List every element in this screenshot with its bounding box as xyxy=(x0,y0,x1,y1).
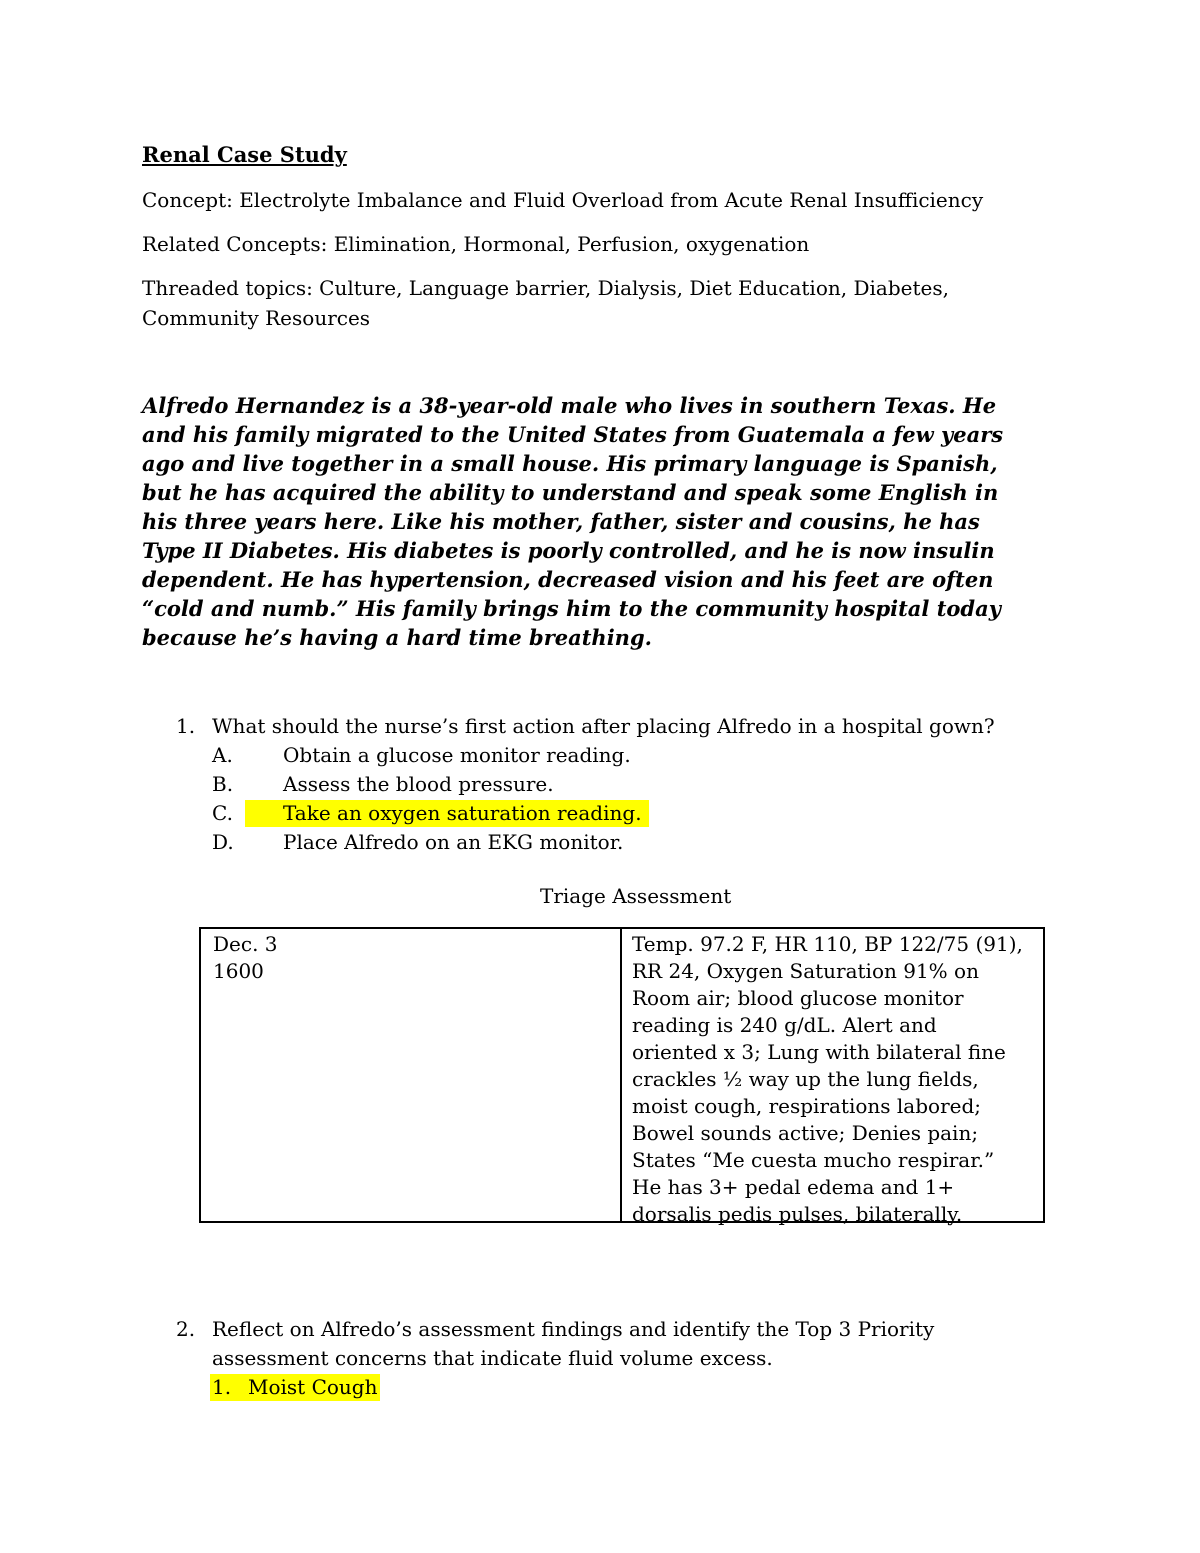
finding-line: States “Me cuesta mucho respirar.” xyxy=(632,1148,995,1172)
q2-answer-1-text: Moist Cough xyxy=(248,1375,378,1399)
narrative-line: Alfredo Hernandez is a 38-year-old male who lives in southern Texas. He xyxy=(142,393,997,418)
triage-assessment-title: Triage Assessment xyxy=(540,884,732,908)
triage-datetime-cell xyxy=(213,931,278,985)
question-2-text-line-2: assessment concerns that indicate fluid volume excess. xyxy=(212,1346,773,1370)
related-concepts-line: Related Concepts: Elimination, Hormonal, Perfusion, oxygenation xyxy=(142,232,810,256)
narrative-line: his three years here. Like his mother, father, sister and cousins, he has xyxy=(142,509,980,534)
q1-option-a-letter: A. xyxy=(212,743,233,767)
finding-line: reading is 240 g/dL. Alert and xyxy=(632,1013,937,1037)
finding-line: Room air; blood glucose monitor xyxy=(632,986,964,1010)
q1-option-c-letter: C. xyxy=(212,801,233,825)
narrative-line: Type II Diabetes. His diabetes is poorly controlled, and he is now insulin xyxy=(142,538,995,563)
finding-line: moist cough, respirations labored; xyxy=(632,1094,982,1118)
question-1-text: What should the nurse’s first action after placing Alfredo in a hospital gown? xyxy=(212,714,995,738)
finding-line: Bowel sounds active; Denies pain; xyxy=(632,1121,979,1145)
triage-findings-cell xyxy=(632,931,1023,1228)
finding-line: oriented x 3; Lung with bilateral fine xyxy=(632,1040,1006,1064)
narrative-line: dependent. He has hypertension, decreased vision and his feet are often xyxy=(142,567,994,592)
finding-line: crackles ½ way up the lung fields, xyxy=(632,1067,979,1091)
narrative-line: “cold and numb.” His family brings him to the community hospital today xyxy=(142,596,1001,621)
q1-option-d-text: Place Alfredo on an EKG monitor. xyxy=(283,830,624,854)
concept-line: Concept: Electrolyte Imbalance and Fluid Overload from Acute Renal Insufficiency xyxy=(142,188,984,212)
threaded-topics-line-1: Threaded topics: Culture, Language barrier, Dialysis, Diet Education, Diabetes, xyxy=(142,276,949,300)
narrative-line: and his family migrated to the United States from Guatemala a few years xyxy=(142,422,1004,447)
q1-option-c-text: Take an oxygen saturation reading. xyxy=(283,801,642,825)
q1-option-a-text: Obtain a glucose monitor reading. xyxy=(283,743,631,767)
narrative-line: ago and live together in a small house. His primary language is Spanish, xyxy=(142,451,998,476)
narrative-line: because he’s having a hard time breathing. xyxy=(142,625,652,650)
finding-line: RR 24, Oxygen Saturation 91% on xyxy=(632,959,979,983)
threaded-topics-line-2: Community Resources xyxy=(142,306,371,330)
q2-answer-1-number: 1. xyxy=(212,1375,232,1399)
triage-time: 1600 xyxy=(213,959,264,983)
q1-option-b-letter: B. xyxy=(212,772,234,796)
question-2-number: 2. xyxy=(176,1317,196,1341)
q1-option-b-text: Assess the blood pressure. xyxy=(283,772,554,796)
case-narrative xyxy=(142,391,1062,652)
finding-line: dorsalis pedis pulses, bilaterally. xyxy=(632,1202,963,1226)
document-title: Renal Case Study xyxy=(142,142,347,167)
finding-line: He has 3+ pedal edema and 1+ xyxy=(632,1175,955,1199)
table-divider xyxy=(620,929,622,1221)
question-1-number: 1. xyxy=(176,714,196,738)
question-2-text-line-1: Reflect on Alfredo’s assessment findings and identify the Top 3 Priority xyxy=(212,1317,935,1341)
triage-date: Dec. 3 xyxy=(213,932,278,956)
q1-option-d-letter: D. xyxy=(212,830,234,854)
narrative-line: but he has acquired the ability to understand and speak some English in xyxy=(142,480,999,505)
finding-line: Temp. 97.2 F, HR 110, BP 122/75 (91), xyxy=(632,932,1023,956)
triage-table xyxy=(199,927,1045,1226)
